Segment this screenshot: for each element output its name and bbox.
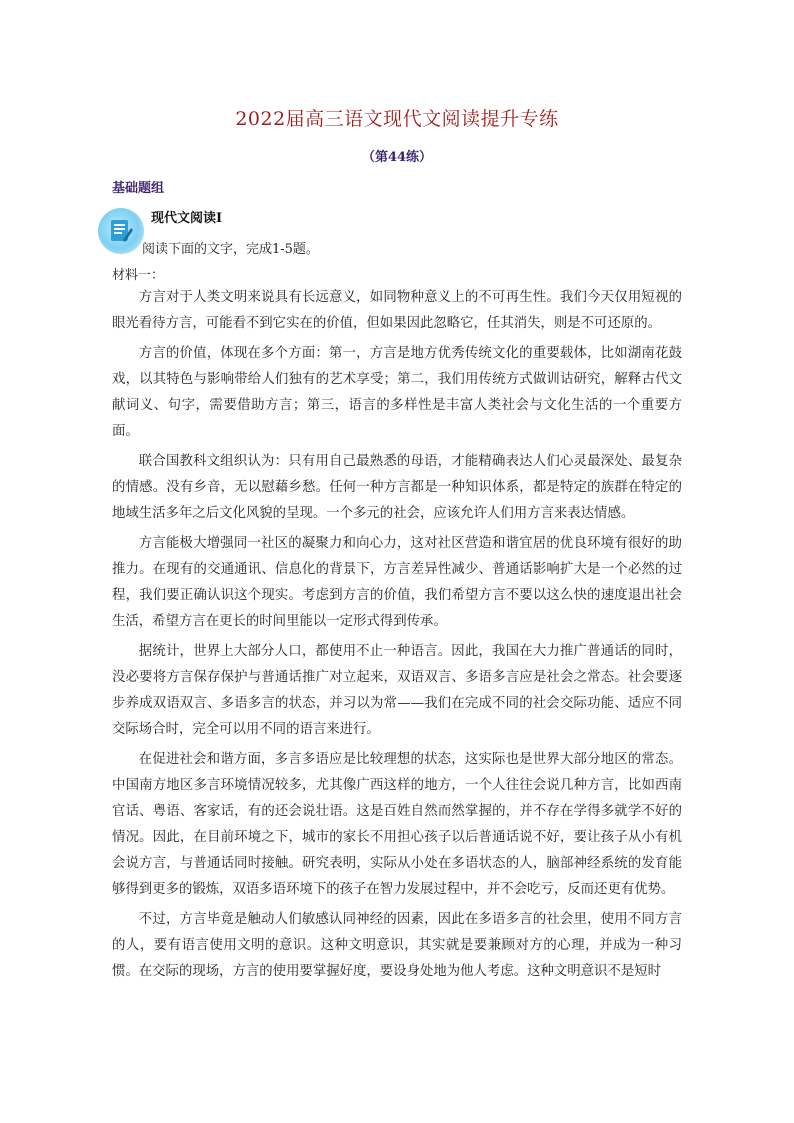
paragraph: 不过，方言毕竟是触动人们敏感认同神经的因素，因此在多语多言的社会里，使用不同方言的人，要有语言使用文明的意识。这种文明意识，其实就是要兼顾对方的心理，并成为一种习惯。在交际的现场，方言的使用要掌握好度，要设身处地为他人考虑。这种文明意识不是短时 <box>112 912 682 979</box>
notepad-icon <box>98 208 144 254</box>
section-title: 现代文阅读Ⅰ <box>151 211 223 226</box>
instruction-text: 阅读下面的文字，完成1-5题。 <box>142 242 319 257</box>
material-label: 材料一： <box>112 268 165 283</box>
paragraph: 方言的价值，体现在多个方面：第一，方言是地方优秀传统文化的重要载体，比如湖南花鼓戏，以其特色与影响带给人们独有的艺术享受；第二，我们用传统方式做训诂研究，解释古代文献词义、句字，需要借助方言；第三，语言的多样性是丰富人类社会与文化生活的一个重要方面。 <box>112 346 682 439</box>
paragraph: 方言对于人类文明来说具有长远意义，如同物种意义上的不可再生性。我们今天仅用短视的眼光看待方言，可能看不到它实在的价值，但如果因此忽略它，任其消失，则是不可还原的。 <box>112 290 682 331</box>
paragraph: 联合国教科文组织认为：只有用自己最熟悉的母语，才能精确表达人们心灵最深处、最复杂的情感。没有乡音，无以慰藉乡愁。任何一种方言都是一种知识体系，都是特定的族群在特定的地域生活多年之后文化风貌的呈现。一个多元的社会，应该允许人们用方言来表达情感。 <box>112 454 682 521</box>
group-label: 基础题组 <box>112 181 165 196</box>
paragraph: 据统计，世界上大部分人口，都使用不止一种语言。因此，我国在大力推广普通话的同时，没必要将方言保存保护与普通话推广对立起来，双语双言、多语多言应是社会之常态。社会要逐步养成双语双言、多语多言的状态，并习以为常——我们在完成不同的社会交际功能、适应不同交际场合时，完全可以用不同的语言来进行。 <box>112 644 682 737</box>
article-body <box>112 285 682 989</box>
paragraph: 在促进社会和谐方面，多言多语应是比较理想的状态，这实际也是世界大部分地区的常态。中国南方地区多言环境情况较多，尤其像广西这样的地方，一个人往往会说几种方言，比如西南官话、粤语、客家话，有的还会说壮语。这是百姓自然而然掌握的，并不存在学得多就学不好的情况。因此，在目前环境之下，城市的家长不用担心孩子以后普通话说不好，要让孩子从小有机会说方言，与普通话同时接触。研究表明，实际从小处在多语状态的人，脑部神经系统的发育能够得到更多的锻炼，双语多语环境下的孩子在智力发展过程中，并不会吃亏，反而还更有优势。 <box>112 752 682 897</box>
paragraph: 方言能极大增强同一社区的凝聚力和向心力，这对社区营造和谐宜居的优良环境有很好的助推力。在现有的交通通讯、信息化的背景下，方言差异性减少、普通话影响扩大是一个必然的过程，我们要正确认识这个现实。考虑到方言的价值，我们希望方言不要以这么快的速度退出社会生活，希望方言在更长的时间里能以一定形式得到传承。 <box>112 536 682 629</box>
document-subtitle: （第44练） <box>361 150 433 165</box>
document-title: 2022届高三语文现代文阅读提升专练 <box>235 108 559 130</box>
